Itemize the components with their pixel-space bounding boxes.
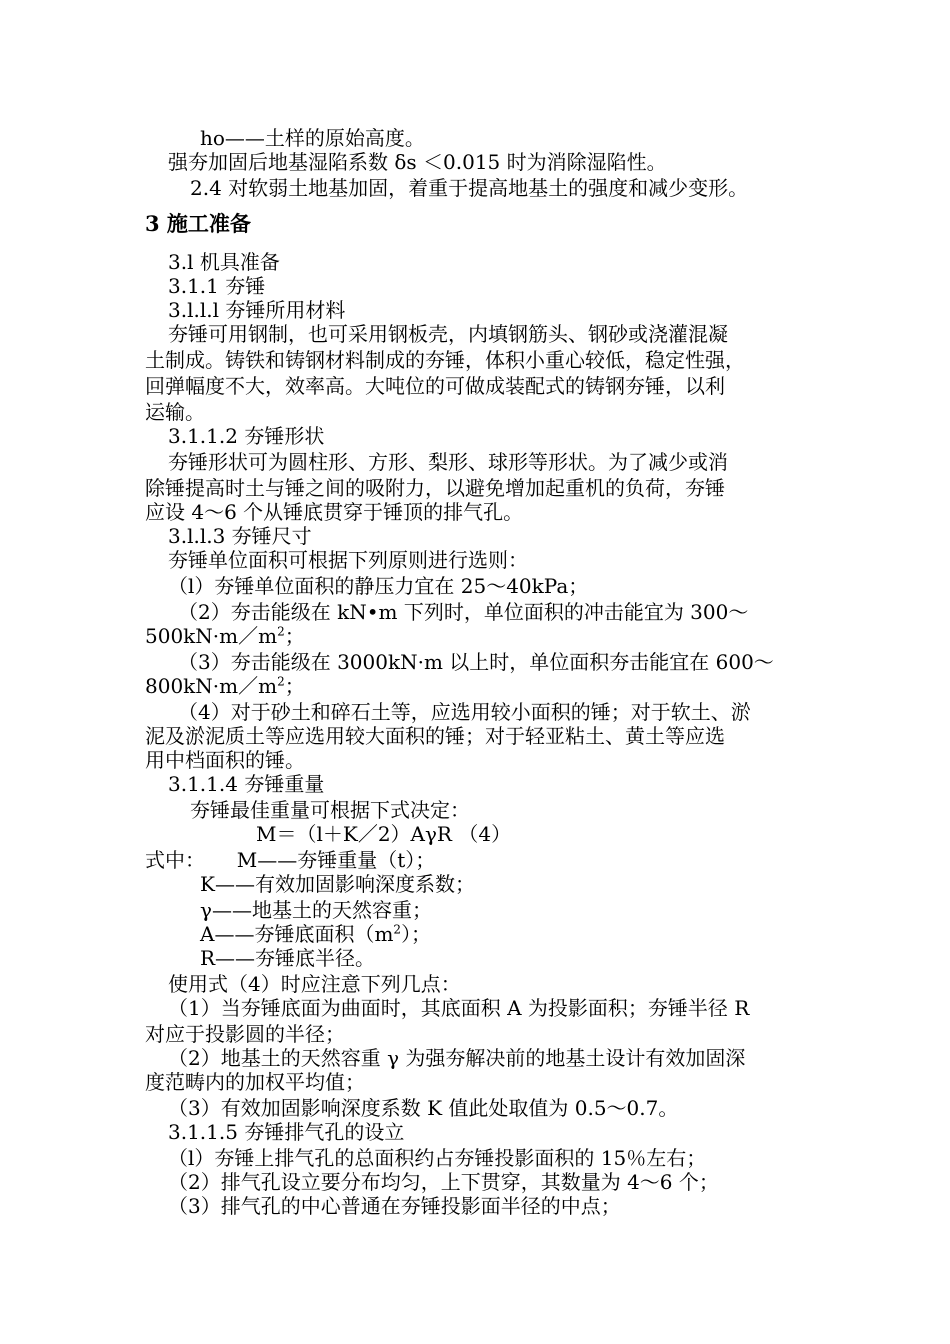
subsection-heading: 3.l.l.3 夯锤尺寸 <box>168 524 312 548</box>
subsection-heading: 3.l.l.l 夯锤所用材料 <box>168 298 346 322</box>
paragraph-line: 夯锤单位面积可根据下列原则进行选则： <box>168 548 528 572</box>
list-item: （3）有效加固影响深度系数 K 值此处取值为 0.5～0.7。 <box>168 1096 679 1120</box>
section-heading: 3 施工准备 <box>145 211 251 236</box>
paragraph-line: 应设 4～6 个从锤底贯穿于锤顶的排气孔。 <box>145 500 524 524</box>
paragraph-line: 土制成。铸铁和铸钢材料制成的夯锤，体积小重心较低，稳定性强， <box>145 348 745 372</box>
paragraph-line: 除锤提高时土与锤之间的吸附力，以避免增加起重机的负荷，夯锤 <box>145 476 725 500</box>
list-item: （4）对于砂土和碎石土等，应选用较小面积的锤；对于软土、淤 <box>178 700 751 724</box>
list-item-continuation: 度范畴内的加权平均值； <box>145 1070 365 1094</box>
formula-legend: A——夯锤底面积$(m^2)$； <box>200 922 432 946</box>
subsection-heading: 3.1.1.2 夯锤形状 <box>168 424 325 448</box>
subsection-heading: 3.1.1.4 夯锤重量 <box>168 772 325 796</box>
paragraph-line: 夯锤最佳重量可根据下式决定： <box>190 798 470 822</box>
formula-legend: K——有效加固影响深度系数； <box>200 872 475 896</box>
list-item: （1）当夯锤底面为曲面时，其底面积 A 为投影面积；夯锤半径 R <box>168 996 750 1020</box>
subsection-heading: 3.l 机具准备 <box>168 250 280 274</box>
subsection-heading: 3.1.1.5 夯锤排气孔的设立 <box>168 1120 405 1144</box>
formula-legend: R——夯锤底半径。 <box>200 946 376 970</box>
formula: M＝（l＋K／2）AγR （4） <box>256 822 512 846</box>
subsection-heading: 3.1.1 夯锤 <box>168 274 266 298</box>
text-line: ho——土样的原始高度。 <box>200 126 425 150</box>
paragraph-line: 回弹幅度不大，效率高。大吨位的可做成装配式的铸钢夯锤，以利 <box>145 374 725 398</box>
list-item: （2）夯击能级在 kN•m 下列时，单位面积的冲击能宜为 300～ <box>178 600 749 624</box>
list-item-continuation: 对应于投影圆的半径； <box>145 1022 345 1046</box>
paragraph-line: 夯锤形状可为圆柱形、方形、梨形、球形等形状。为了减少或消 <box>168 450 728 474</box>
formula-legend: 式中： M——夯锤重量（t）； <box>145 848 436 872</box>
list-item-continuation: $800kN\cdot m/m^2$； <box>145 674 305 698</box>
list-item: （2）排气孔设立要分布均匀，上下贯穿，其数量为 4～6 个； <box>168 1170 719 1194</box>
paragraph-line: 使用式（4）时应注意下列几点： <box>168 972 461 996</box>
list-item: （3）夯击能级在 3000kN·m 以上时，单位面积夯击能宜在 600～ <box>178 650 774 674</box>
list-item: （2）地基土的天然容重 γ 为强夯解决前的地基土设计有效加固深 <box>168 1046 746 1070</box>
list-item: （l）夯锤上排气孔的总面积约占夯锤投影面积的 15％左右； <box>168 1146 707 1170</box>
formula-legend: γ——地基土的天然容重； <box>200 898 432 922</box>
paragraph-line: 夯锤可用钢制，也可采用钢板壳，内填钢筋头、钢砂或浇灌混凝 <box>168 322 728 346</box>
text-line: 强夯加固后地基湿陷系数 δs ＜0.015 时为消除湿陷性。 <box>168 150 667 174</box>
list-item: （3）排气孔的中心普通在夯锤投影面半径的中点； <box>168 1194 621 1218</box>
list-item-continuation: 泥及淤泥质土等应选用较大面积的锤；对于轻亚粘土、黄土等应选 <box>145 724 725 748</box>
list-item-continuation: $500kN\cdot m/m^2$； <box>145 624 305 648</box>
list-item: （l）夯锤单位面积的静压力宜在 25～40kPa； <box>168 574 589 598</box>
list-item-continuation: 用中档面积的锤。 <box>145 748 305 772</box>
paragraph-line: 运输。 <box>145 400 205 424</box>
text-line: 2.4 对软弱土地基加固，着重于提高地基土的强度和减少变形。 <box>190 176 749 200</box>
